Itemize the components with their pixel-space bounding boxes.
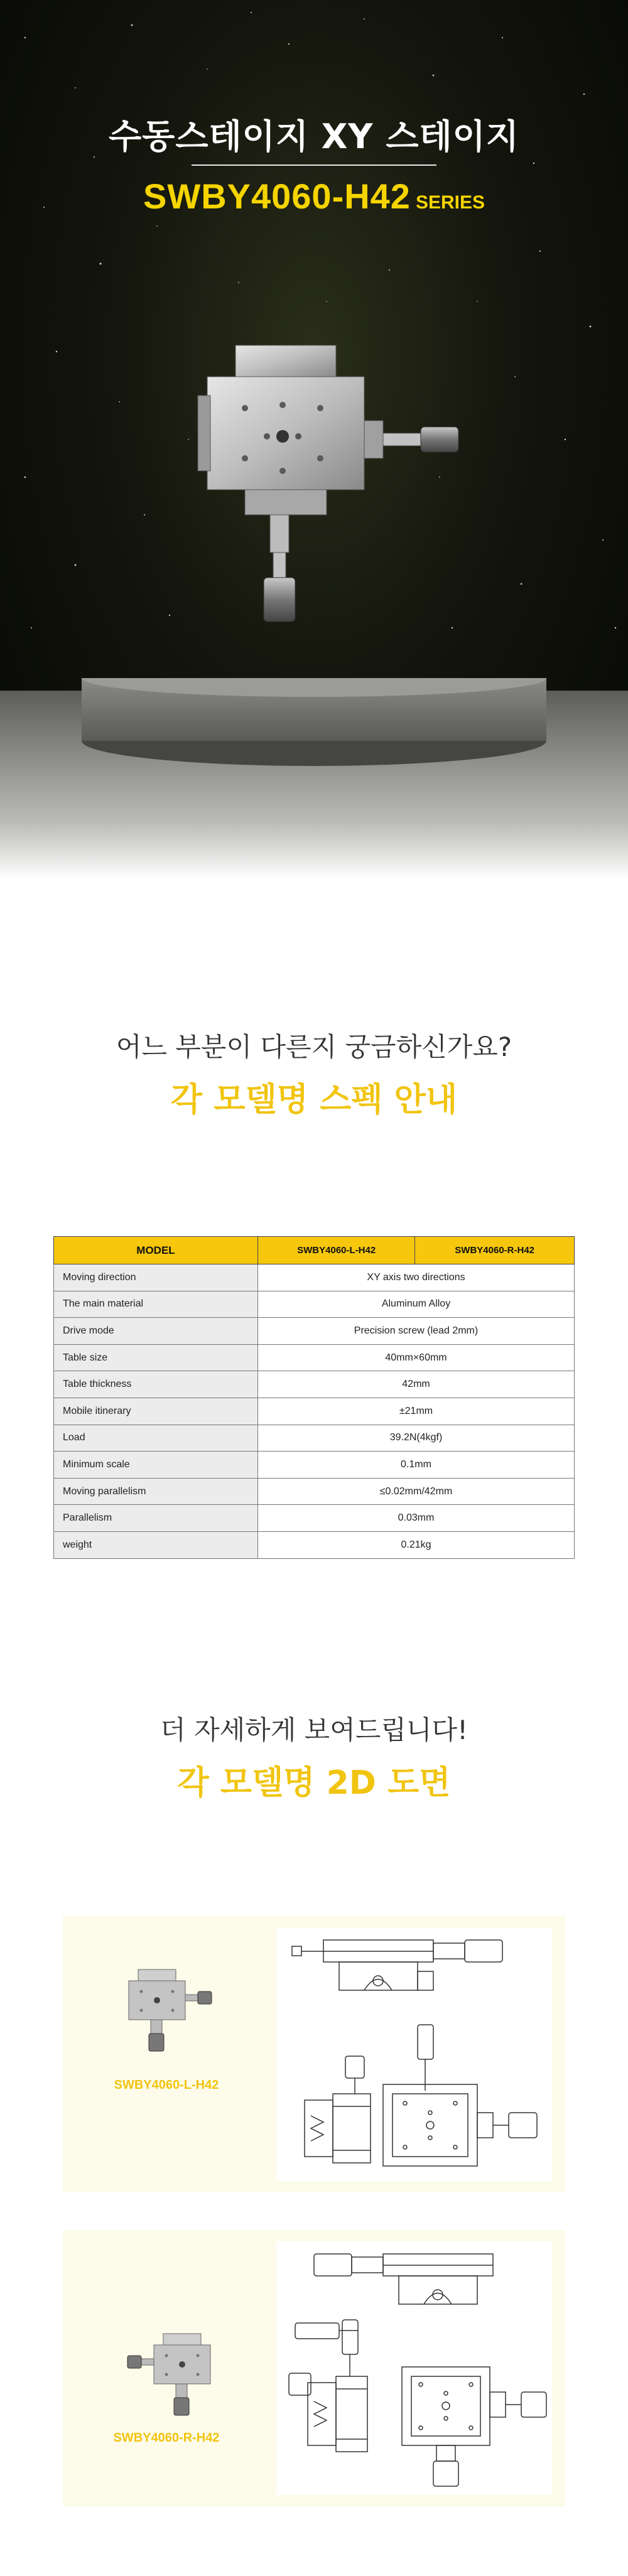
spec-header-model-r: SWBY4060-R-H42: [415, 1237, 575, 1264]
display-podium: [0, 678, 628, 879]
spec-label: Table size: [54, 1344, 258, 1371]
drawing-card-r: [63, 2230, 565, 2506]
cad-drawing-l: [276, 1927, 553, 2181]
drawing-product-thumb: [63, 1916, 270, 2192]
drawing-question: 더 자세하게 보여드립니다!: [160, 1714, 468, 1745]
drawing-title: 각 모델명 2D 도면: [177, 1764, 451, 1802]
spec-question: 어느 부분이 다른지 궁금하신가요?: [116, 1032, 512, 1062]
spec-label: The main material: [54, 1291, 258, 1318]
spec-value: 40mm×60mm: [258, 1344, 575, 1371]
drawing-model-label: SWBY4060-R-H42: [113, 2430, 220, 2445]
spec-label: Table thickness: [54, 1371, 258, 1398]
spec-value: 0.03mm: [258, 1505, 575, 1532]
spec-value: Precision screw (lead 2mm): [258, 1318, 575, 1345]
page-bottom-spacer: [0, 2506, 628, 2550]
spec-value: Aluminum Alloy: [258, 1291, 575, 1318]
drawing-product-thumb: [63, 2230, 270, 2506]
hero-model: SWBY4060-H42: [143, 176, 411, 216]
spec-label: Mobile itinerary: [54, 1398, 258, 1425]
table-row: [54, 1371, 575, 1398]
spec-label: Load: [54, 1425, 258, 1452]
xy-stage-thumbnail: [122, 1966, 217, 2054]
spec-header-model-l: SWBY4060-L-H42: [258, 1237, 415, 1264]
spec-value: ±21mm: [258, 1398, 575, 1425]
spec-value: 39.2N(4kgf): [258, 1425, 575, 1452]
hero-title: 수동스테이지 XY 스테이지: [109, 117, 519, 156]
hero-divider: [192, 164, 436, 166]
hero-banner: [0, 0, 628, 879]
table-row: [54, 1478, 575, 1505]
cad-drawing-r: [276, 2241, 553, 2495]
spec-label: weight: [54, 1531, 258, 1558]
spec-table-header-row: [54, 1237, 575, 1264]
spec-label: Parallelism: [54, 1505, 258, 1532]
technical-drawing: [276, 2241, 553, 2495]
spec-section-header: [0, 1027, 628, 1120]
table-row: [54, 1531, 575, 1558]
spec-value: 0.1mm: [258, 1452, 575, 1479]
spec-label: Drive mode: [54, 1318, 258, 1345]
spec-value: XY axis two directions: [258, 1264, 575, 1291]
drawing-model-label: SWBY4060-L-H42: [114, 2078, 219, 2092]
spec-value: ≤0.02mm/42mm: [258, 1478, 575, 1505]
table-row: [54, 1398, 575, 1425]
spec-value: 42mm: [258, 1371, 575, 1398]
table-row: [54, 1425, 575, 1452]
spec-header-model: MODEL: [54, 1237, 258, 1264]
spec-table-wrapper: [53, 1236, 575, 1559]
drawing-section-header: [0, 1710, 628, 1803]
table-row: [54, 1318, 575, 1345]
table-row: [54, 1505, 575, 1532]
table-row: [54, 1452, 575, 1479]
hero-series: SERIES: [415, 192, 485, 213]
spec-value: 0.21kg: [258, 1531, 575, 1558]
spec-label: Moving direction: [54, 1264, 258, 1291]
technical-drawing: [276, 1927, 553, 2181]
spec-table: [53, 1236, 575, 1559]
spec-label: Moving parallelism: [54, 1478, 258, 1505]
xy-stage-product-image: [188, 326, 490, 640]
table-row: [54, 1344, 575, 1371]
table-row: [54, 1291, 575, 1318]
spec-title: 각 모델명 스펙 안내: [170, 1081, 458, 1119]
drawing-card-l: [63, 1916, 565, 2192]
hero-model-line: [0, 176, 628, 217]
table-row: [54, 1264, 575, 1291]
xy-stage-thumbnail: [122, 2331, 217, 2418]
spec-label: Minimum scale: [54, 1452, 258, 1479]
